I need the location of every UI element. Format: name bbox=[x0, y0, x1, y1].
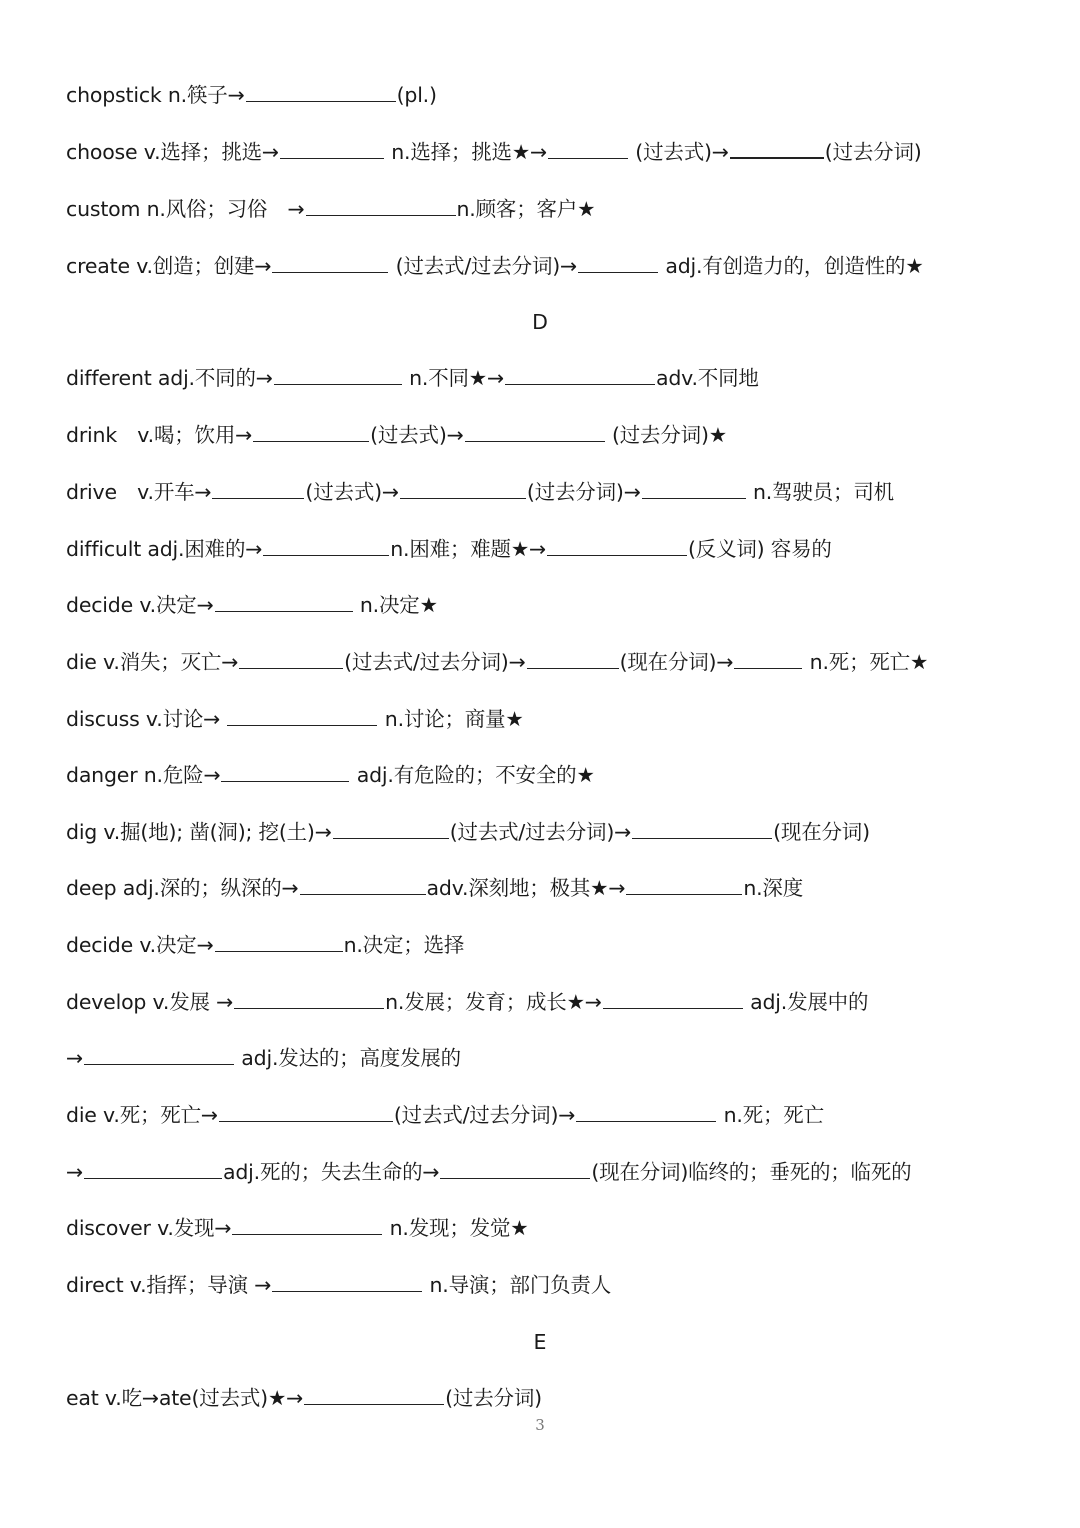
answer-blank[interactable] bbox=[272, 252, 388, 273]
answer-blank[interactable] bbox=[400, 478, 526, 499]
entry-direct: direct v.指挥；导演 → n.导演；部门负责人 bbox=[66, 1273, 612, 1297]
entry-develop: develop v.发展 → n.发展；发育；成长★→ adj.发展中的 bbox=[66, 990, 869, 1014]
answer-blank[interactable] bbox=[263, 535, 389, 556]
answer-blank[interactable] bbox=[632, 818, 772, 839]
answer-blank[interactable] bbox=[333, 818, 449, 839]
answer-blank[interactable] bbox=[272, 1271, 422, 1292]
entry-eat: eat v.吃→ate(过去式)★→ (过去分词) bbox=[66, 1386, 542, 1410]
entry-decide: decide v.决定→ n.决定★ bbox=[66, 593, 438, 617]
answer-blank[interactable] bbox=[232, 1214, 382, 1235]
entry-die: die v.消失；灭亡→ (过去式/过去分词)→ (现在分词)→ n.死；死亡★ bbox=[66, 650, 929, 674]
answer-blank[interactable] bbox=[253, 421, 369, 442]
answer-blank[interactable] bbox=[274, 364, 402, 385]
answer-blank[interactable] bbox=[234, 988, 384, 1009]
entry-develop-cont: → adj.发达的；高度发展的 bbox=[66, 1046, 461, 1070]
entry-die-2: die v.死；死亡→ (过去式/过去分词)→ n.死；死亡 bbox=[66, 1103, 824, 1127]
entry-decide-2: decide v.决定→ n.决定；选择 bbox=[66, 933, 465, 957]
answer-blank[interactable] bbox=[306, 195, 456, 216]
answer-blank[interactable] bbox=[246, 81, 396, 102]
section-heading-e: E bbox=[533, 1330, 547, 1354]
answer-blank[interactable] bbox=[603, 988, 743, 1009]
answer-blank[interactable] bbox=[300, 874, 426, 895]
answer-blank[interactable] bbox=[465, 421, 605, 442]
entry-discuss: discuss v.讨论→ n.讨论；商量★ bbox=[66, 707, 524, 731]
entry-drink: drink v.喝；饮用→ (过去式)→ (过去分词)★ bbox=[66, 423, 727, 447]
entry-chopstick: chopstick n.筷子→ (pl.) bbox=[66, 83, 437, 107]
section-heading-d: D bbox=[532, 310, 548, 334]
answer-blank[interactable] bbox=[219, 1101, 393, 1122]
entry-difficult: difficult adj.困难的→ n.困难；难题★→ (反义词) 容易的 bbox=[66, 537, 832, 561]
answer-blank[interactable] bbox=[527, 648, 619, 669]
entry-danger: danger n.危险→ adj.有危险的；不安全的★ bbox=[66, 763, 595, 787]
answer-blank[interactable] bbox=[239, 648, 343, 669]
answer-blank[interactable] bbox=[84, 1158, 222, 1179]
answer-blank[interactable] bbox=[505, 364, 655, 385]
entry-deep: deep adj.深的；纵深的→ adv.深刻地；极其★→ n.深度 bbox=[66, 876, 804, 900]
answer-blank[interactable] bbox=[84, 1044, 234, 1065]
answer-blank[interactable] bbox=[221, 761, 349, 782]
answer-blank[interactable] bbox=[215, 591, 353, 612]
answer-blank[interactable] bbox=[280, 138, 384, 159]
answer-blank[interactable] bbox=[548, 138, 628, 159]
page-number: 3 bbox=[535, 1416, 545, 1434]
answer-blank[interactable] bbox=[642, 478, 746, 499]
answer-blank[interactable] bbox=[215, 931, 343, 952]
answer-blank[interactable] bbox=[547, 535, 687, 556]
answer-blank[interactable] bbox=[304, 1384, 444, 1405]
answer-blank[interactable] bbox=[578, 252, 658, 273]
entry-choose: choose v.选择；挑选→ n.选择；挑选★→ (过去式)→ (过去分词) bbox=[66, 137, 922, 167]
answer-blank[interactable] bbox=[576, 1101, 716, 1122]
entry-die-2-cont: → adj.死的；失去生命的→ (现在分词)临终的；垂死的；临死的 bbox=[66, 1160, 912, 1184]
answer-blank[interactable] bbox=[626, 874, 742, 895]
answer-blank[interactable] bbox=[730, 137, 824, 159]
answer-blank[interactable] bbox=[212, 478, 304, 499]
entry-create: create v.创造；创建→ (过去式/过去分词)→ adj.有创造力的，创造性的★ bbox=[66, 254, 924, 278]
answer-blank[interactable] bbox=[227, 705, 377, 726]
entry-different: different adj.不同的→ n.不同★→ adv.不同地 bbox=[66, 366, 759, 390]
entry-custom: custom n.风俗；习俗 → n.顾客；客户★ bbox=[66, 197, 596, 221]
answer-blank[interactable] bbox=[440, 1158, 590, 1179]
entry-discover: discover v.发现→ n.发现；发觉★ bbox=[66, 1216, 529, 1240]
entry-drive: drive v.开车→ (过去式)→ (过去分词)→ n.驾驶员；司机 bbox=[66, 480, 894, 504]
entry-dig: dig v.掘(地); 凿(洞); 挖(土)→ (过去式/过去分词)→ (现在分词) bbox=[66, 820, 870, 844]
answer-blank[interactable] bbox=[734, 648, 802, 669]
